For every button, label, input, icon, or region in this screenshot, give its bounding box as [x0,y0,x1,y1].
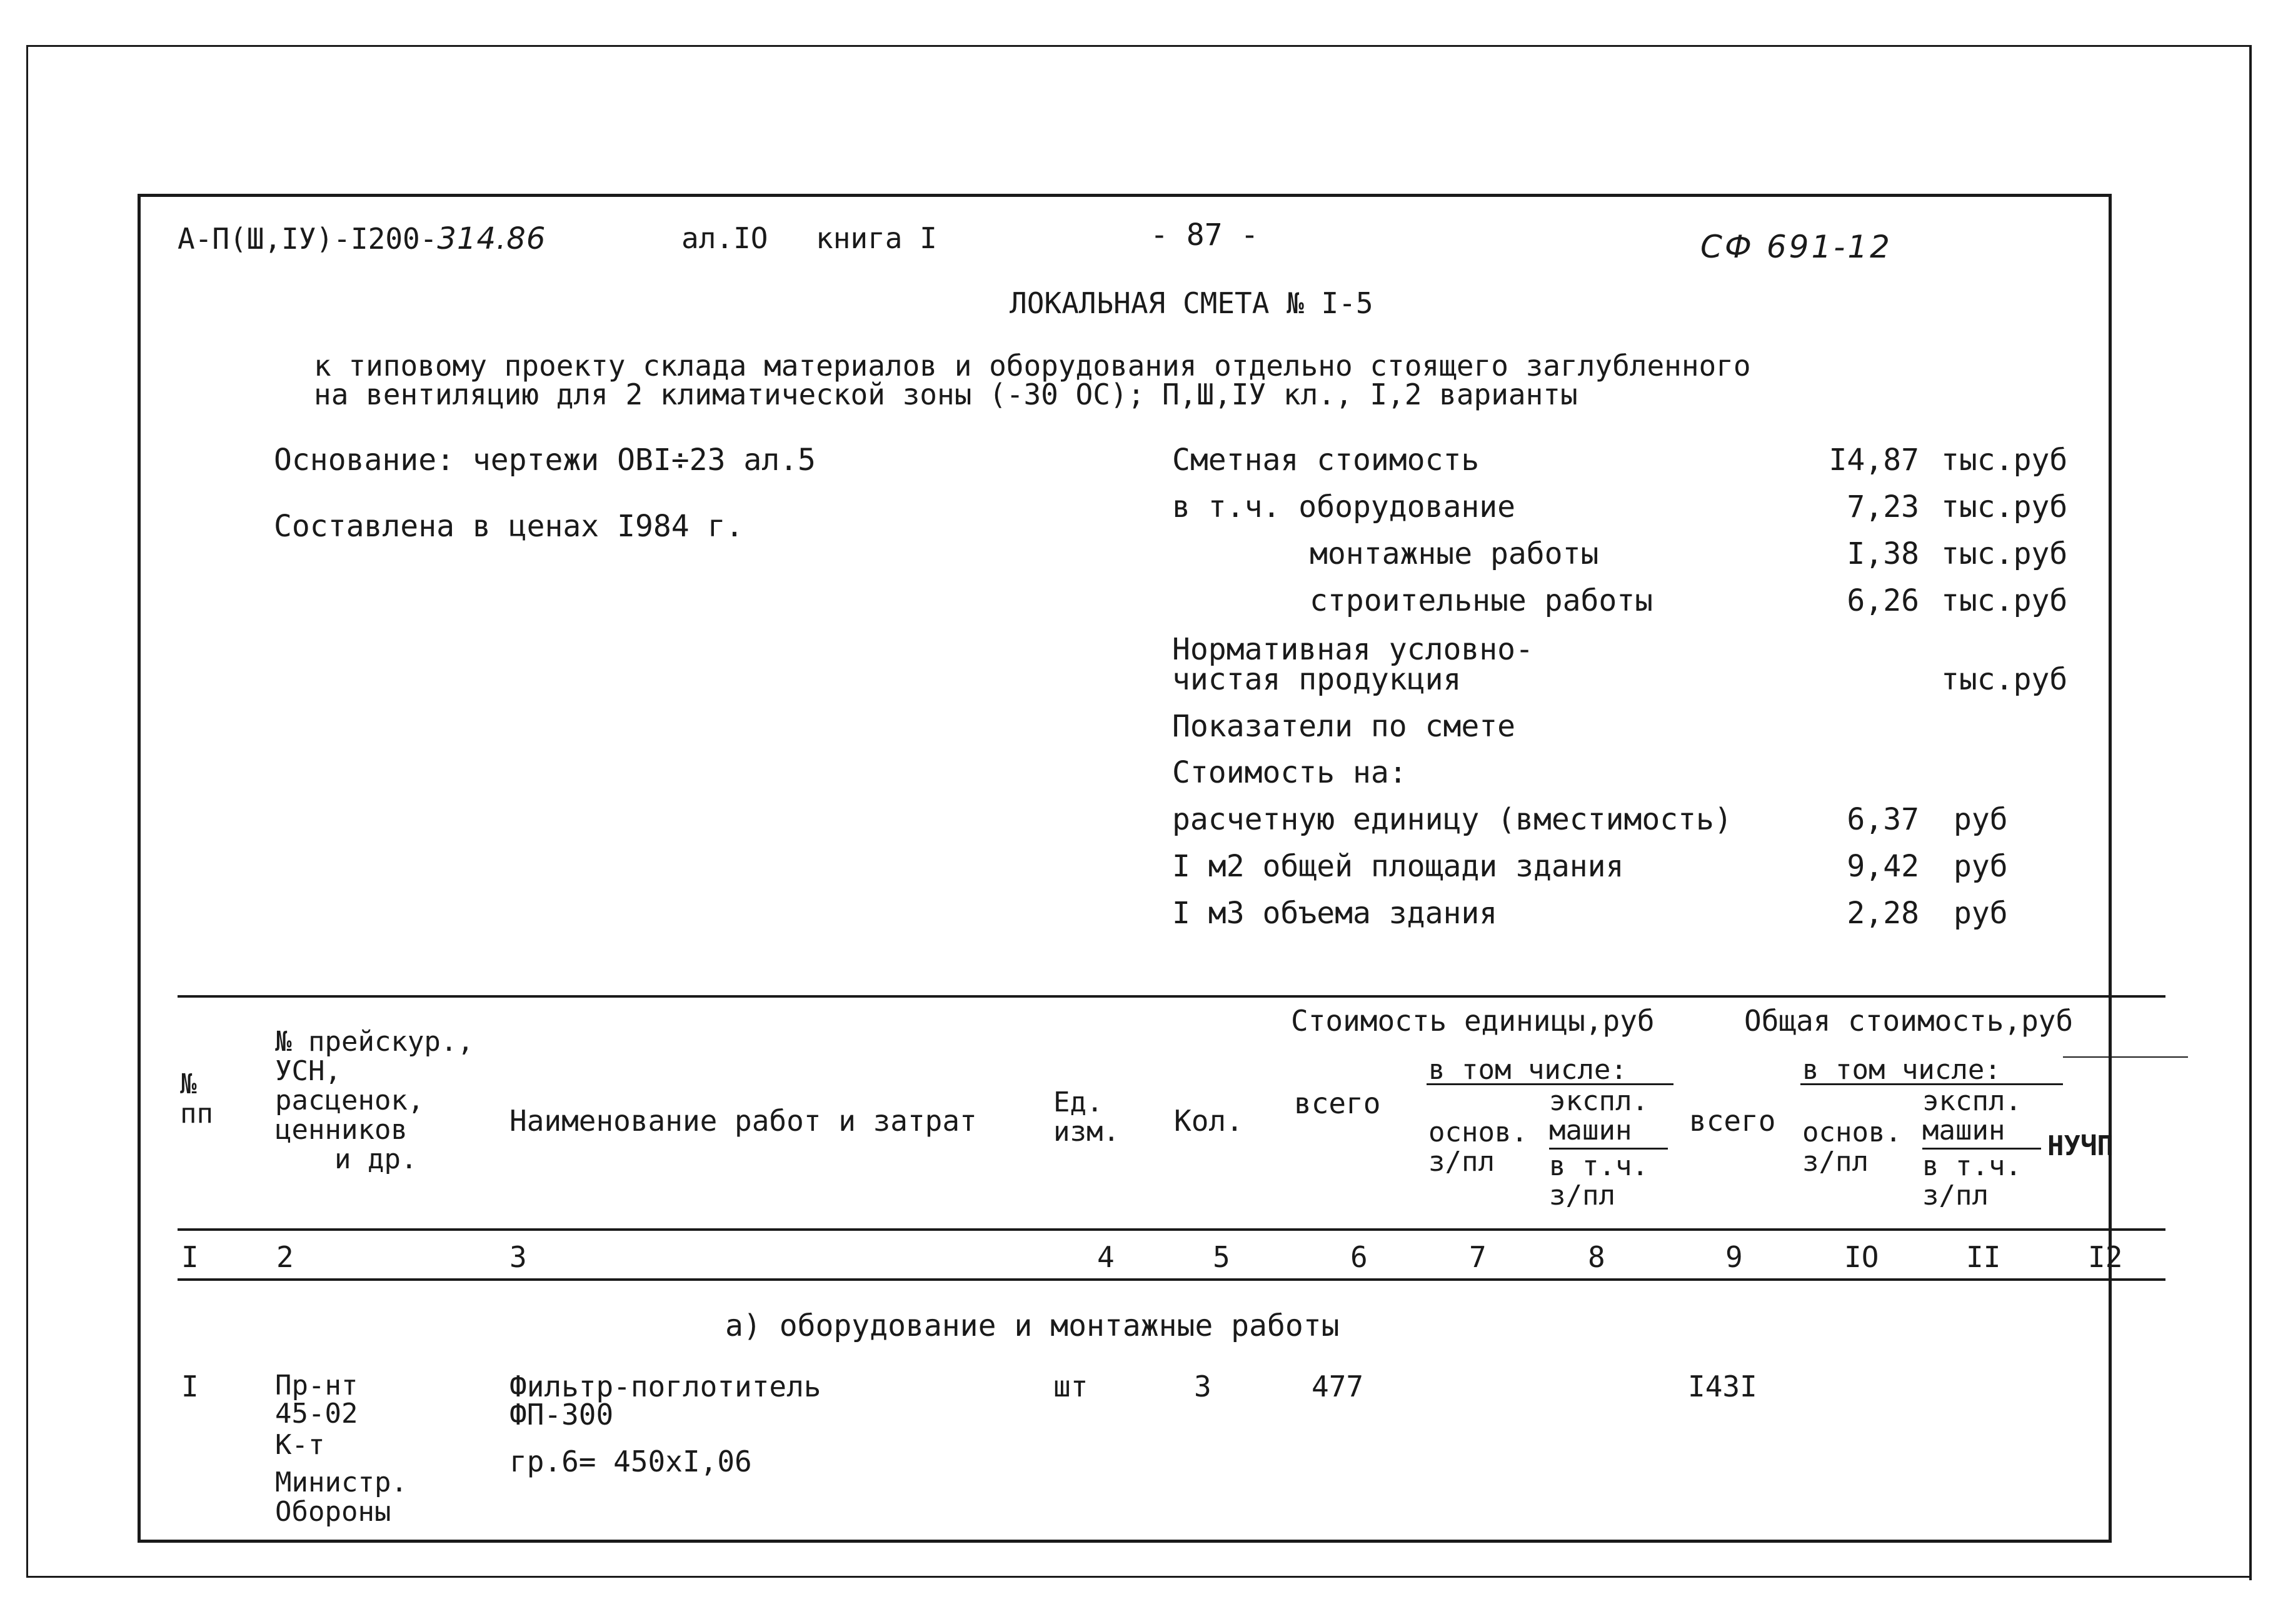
row-1-ref-5: Обороны [275,1496,391,1528]
row-1-qty: 3 [1194,1370,1212,1403]
installation-value: I,38 [1847,536,1919,571]
col-num-symbol: № [180,1068,197,1100]
overall-basic-header-2: з/пл [1802,1146,1869,1178]
row-1-unit-total: 477 [1312,1370,1364,1403]
col-number-5: 5 [1213,1240,1230,1274]
per-m3-label: I м3 объема здания [1172,896,1498,931]
archive-stamp: СФ 691-12 [1700,229,1892,265]
col-ref-1: № прейскур., [275,1026,474,1058]
col-unit-header-1: Ед. [1053,1086,1103,1118]
normative-label-2: чистая продукция [1172,662,1462,697]
estimated-cost-label: Сметная стоимость [1172,443,1480,478]
col-name-header: Наименование работ и затрат [509,1104,977,1138]
table-numbers-rule [178,1278,2165,1281]
unit-machines-rule [1549,1148,1668,1150]
row-1-name-3: гр.6= 450хI,06 [509,1445,752,1478]
construction-unit: тыс.руб [1941,583,2068,618]
doc-code-handwritten: 314.86 [437,221,546,256]
col-qty-header: Кол. [1174,1104,1243,1138]
outer-frame-right [2249,45,2252,1580]
per-m2-value: 9,42 [1847,849,1919,884]
per-m2-label: I м2 общей площади здания [1172,849,1624,884]
equipment-label: в т.ч. оборудование [1172,489,1516,524]
overall-incl-header: в том числе: [1802,1054,2001,1086]
overall-machines-header-3: в т.ч. [1922,1150,2022,1182]
unit-machines-header-1: экспл. [1549,1085,1648,1117]
per-unit-value: 6,37 [1847,802,1919,837]
col-ref-5: и др. [334,1143,418,1175]
total-cost-group-header: Общая стоимость,руб [1744,1004,2074,1038]
col-number-4: 4 [1097,1240,1115,1274]
unit-basic-header-1: основ. [1428,1116,1528,1148]
col-ref-4: ценников [275,1114,408,1146]
unit-incl-header: в том числе: [1428,1054,1627,1086]
book: книга I [816,221,937,255]
right-overhang-rule [2063,1056,2188,1058]
col-number-3: 3 [509,1240,527,1274]
per-m2-unit: руб [1954,849,2008,884]
col-ref-2: УСН, [275,1055,341,1087]
row-1-ref-1: Пр-нт [275,1370,358,1401]
normative-unit: тыс.руб [1941,662,2068,697]
equipment-value: 7,23 [1847,489,1919,524]
overall-machines-header-2: машин [1922,1115,2005,1146]
row-1-unit: шт [1053,1370,1088,1403]
cost-for-label: Стоимость на: [1172,755,1407,790]
construction-value: 6,26 [1847,583,1919,618]
table-top-rule [178,995,2165,998]
unit-machines-header-2: машин [1549,1115,1632,1146]
row-1-ref-2: 45-02 [275,1398,358,1430]
estimated-cost-unit: тыс.руб [1941,443,2068,478]
album: ал.IO [681,221,768,255]
page-number: - 87 - [1150,218,1259,253]
subtitle-line-1: к типовому проекту склада материалов и оборудования отдельно стоящего заглубленного [314,349,1751,383]
indicators-label: Показатели по смете [1172,709,1516,744]
row-1-num: I [181,1370,199,1403]
col-number-10: IO [1844,1240,1879,1274]
col-num-pp: пп [180,1098,213,1130]
overall-total-header: всего [1689,1104,1776,1138]
prices-year: Составлена в ценах I984 г. [274,509,744,544]
col-number-1: I [181,1240,199,1274]
subtitle-line-2: на вентиляцию для 2 климатической зоны (-30 ОС); П,Ш,IУ кл., I,2 варианты [314,378,1578,411]
installation-unit: тыс.руб [1941,536,2068,571]
col-number-7: 7 [1469,1240,1487,1274]
overall-basic-header-1: основ. [1802,1116,1902,1148]
installation-label: монтажные работы [1310,536,1599,571]
col-number-2: 2 [276,1240,294,1274]
doc-code [178,221,546,256]
col-number-8: 8 [1588,1240,1605,1274]
col-number-12: I2 [2088,1240,2123,1274]
row-1-total: I43I [1688,1370,1757,1403]
page-title: ЛОКАЛЬНАЯ СМЕТА № I-5 [1010,286,1373,320]
equipment-unit: тыс.руб [1941,489,2068,524]
section-a-heading: а) оборудование и монтажные работы [725,1308,1340,1343]
overall-machines-header-1: экспл. [1922,1085,2022,1117]
table-header-rule [178,1228,2165,1231]
unit-basic-header-2: з/пл [1428,1146,1495,1178]
nuchp-header: НУЧП [2047,1130,2114,1162]
col-unit-header-2: изм. [1053,1116,1120,1148]
row-1-name-1: Фильтр-поглотитель [509,1370,821,1403]
col-number-11: II [1966,1240,2001,1274]
overall-machines-rule [1922,1148,2041,1150]
unit-machines-header-3: в т.ч. [1549,1150,1648,1182]
normative-label-1: Нормативная условно- [1172,632,1533,667]
col-number-6: 6 [1350,1240,1368,1274]
unit-total-header: всего [1294,1086,1381,1120]
unit-cost-group-header: Стоимость единицы,руб [1291,1004,1655,1038]
per-unit-unit: руб [1954,802,2008,837]
row-1-ref-3: К-т [275,1429,325,1461]
per-m3-unit: руб [1954,896,2008,931]
col-ref-3: расценок, [275,1085,424,1116]
per-unit-label: расчетную единицу (вместимость) [1172,802,1732,837]
unit-machines-header-4: з/пл [1549,1180,1615,1211]
basis: Основание: чертежи ОВI÷23 ал.5 [274,443,816,478]
doc-code-typed: А-П(Ш,IУ)-I200- [178,222,438,256]
row-1-name-2: ФП-300 [509,1398,614,1431]
construction-label: строительные работы [1310,583,1653,618]
col-number-9: 9 [1725,1240,1743,1274]
overall-machines-header-4: з/пл [1922,1180,1989,1211]
estimated-cost-value: I4,87 [1829,443,1919,478]
per-m3-value: 2,28 [1847,896,1919,931]
row-1-ref-4: Министр. [275,1466,408,1498]
